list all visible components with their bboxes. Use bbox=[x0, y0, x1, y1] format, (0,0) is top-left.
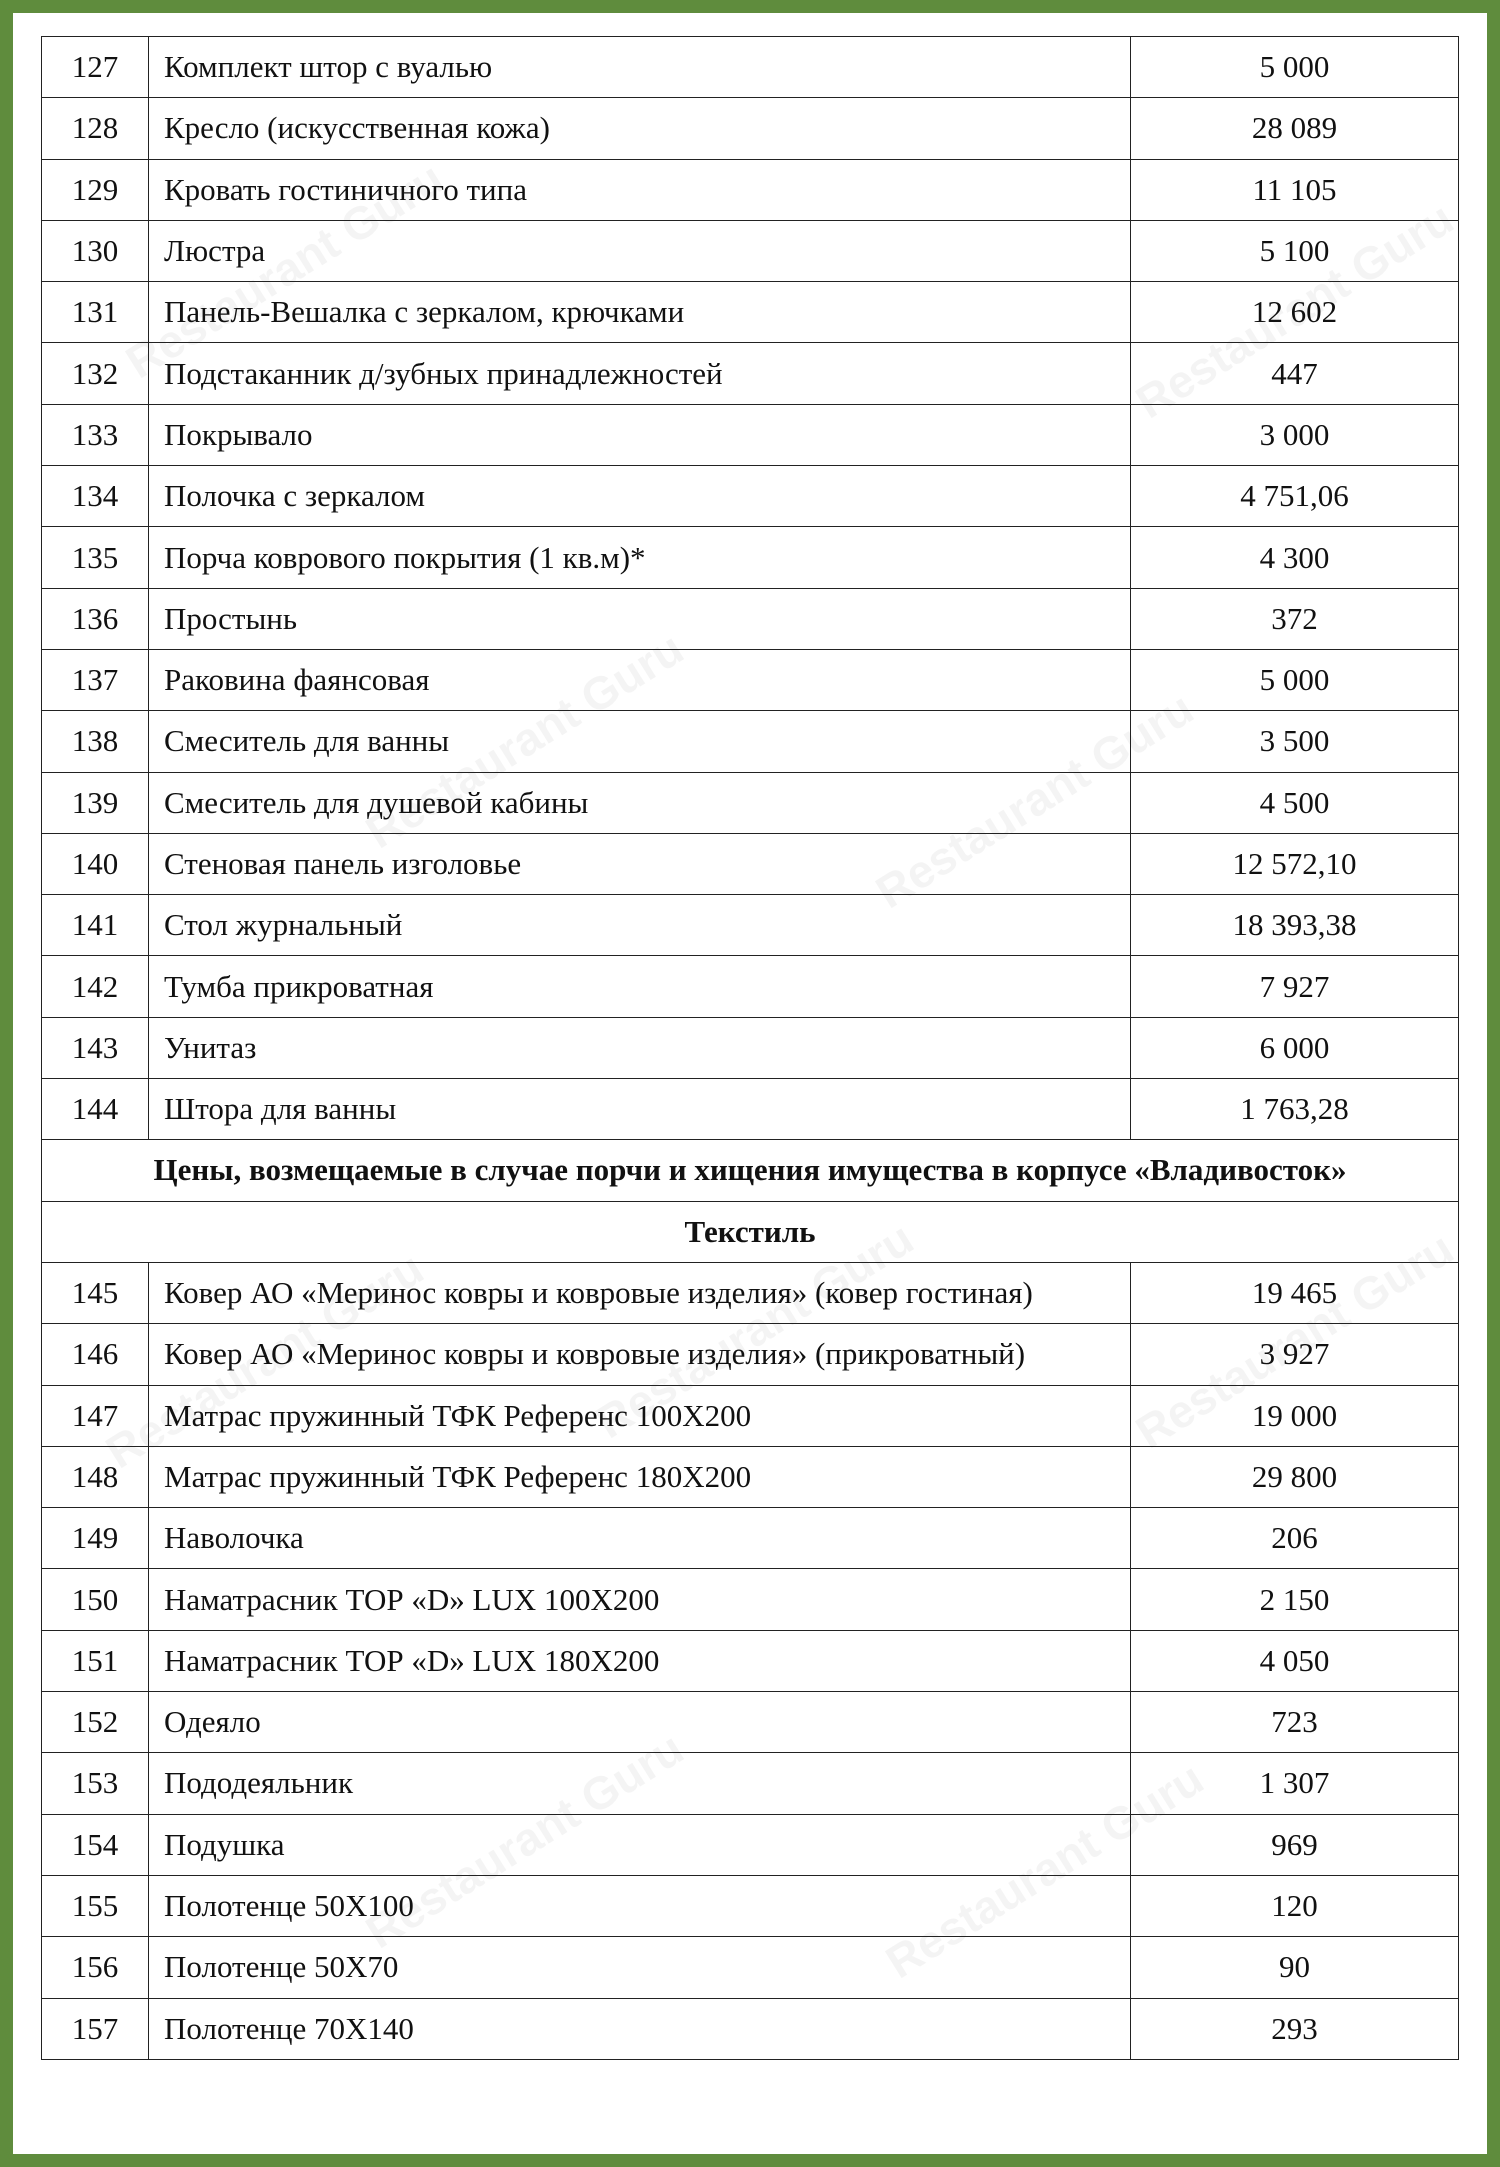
table-row bbox=[42, 1262, 1459, 1323]
item-name: Полотенце 70Х140 bbox=[149, 1998, 1131, 2059]
item-name: Подушка bbox=[149, 1814, 1131, 1875]
item-name: Одеяло bbox=[149, 1692, 1131, 1753]
item-price: 2 150 bbox=[1131, 1569, 1459, 1630]
row-number: 157 bbox=[42, 1998, 149, 2059]
price-table-body-bottom bbox=[42, 1262, 1459, 2059]
section-header: Цены, возмещаемые в случае порчи и хищения имущества в корпусе «Владивосток» bbox=[42, 1140, 1459, 1201]
table-row bbox=[42, 956, 1459, 1017]
item-price: 4 300 bbox=[1131, 527, 1459, 588]
row-number: 153 bbox=[42, 1753, 149, 1814]
row-number: 144 bbox=[42, 1079, 149, 1140]
row-number: 139 bbox=[42, 772, 149, 833]
item-name: Штора для ванны bbox=[149, 1079, 1131, 1140]
row-number: 146 bbox=[42, 1324, 149, 1385]
item-name: Унитаз bbox=[149, 1017, 1131, 1078]
table-row bbox=[42, 1324, 1459, 1385]
item-name: Матрас пружинный ТФК Референс 100Х200 bbox=[149, 1385, 1131, 1446]
item-price: 1 307 bbox=[1131, 1753, 1459, 1814]
row-number: 148 bbox=[42, 1446, 149, 1507]
row-number: 150 bbox=[42, 1569, 149, 1630]
item-price: 12 572,10 bbox=[1131, 833, 1459, 894]
item-name: Люстра bbox=[149, 220, 1131, 281]
item-price: 969 bbox=[1131, 1814, 1459, 1875]
table-row bbox=[42, 588, 1459, 649]
item-name: Наволочка bbox=[149, 1508, 1131, 1569]
item-price: 372 bbox=[1131, 588, 1459, 649]
item-name: Ковер АО «Меринос ковры и ковровые изделия» (прикроватный) bbox=[149, 1324, 1131, 1385]
section-header-group bbox=[42, 1140, 1459, 1263]
item-price: 90 bbox=[1131, 1937, 1459, 1998]
item-name: Полотенце 50Х100 bbox=[149, 1875, 1131, 1936]
table-row bbox=[42, 1017, 1459, 1078]
item-price: 120 bbox=[1131, 1875, 1459, 1936]
table-row bbox=[42, 343, 1459, 404]
row-number: 142 bbox=[42, 956, 149, 1017]
subsection-header-row bbox=[42, 1201, 1459, 1262]
item-price: 3 000 bbox=[1131, 404, 1459, 465]
item-name: Простынь bbox=[149, 588, 1131, 649]
table-row bbox=[42, 159, 1459, 220]
item-name: Ковер АО «Меринос ковры и ковровые изделия» (ковер гостиная) bbox=[149, 1262, 1131, 1323]
table-row bbox=[42, 1569, 1459, 1630]
item-name: Стеновая панель изголовье bbox=[149, 833, 1131, 894]
row-number: 131 bbox=[42, 282, 149, 343]
item-price: 723 bbox=[1131, 1692, 1459, 1753]
row-number: 152 bbox=[42, 1692, 149, 1753]
table-row bbox=[42, 833, 1459, 894]
row-number: 151 bbox=[42, 1630, 149, 1691]
document-page bbox=[13, 13, 1487, 2154]
item-name: Пододеяльник bbox=[149, 1753, 1131, 1814]
item-name: Полотенце 50Х70 bbox=[149, 1937, 1131, 1998]
item-price: 19 465 bbox=[1131, 1262, 1459, 1323]
item-price: 6 000 bbox=[1131, 1017, 1459, 1078]
item-name: Кресло (искусственная кожа) bbox=[149, 98, 1131, 159]
price-table bbox=[41, 36, 1459, 2060]
item-price: 4 500 bbox=[1131, 772, 1459, 833]
item-price: 4 751,06 bbox=[1131, 466, 1459, 527]
item-price: 293 bbox=[1131, 1998, 1459, 2059]
table-row bbox=[42, 1446, 1459, 1507]
item-name: Смеситель для ванны bbox=[149, 711, 1131, 772]
table-row bbox=[42, 1508, 1459, 1569]
table-row bbox=[42, 649, 1459, 710]
table-row bbox=[42, 1079, 1459, 1140]
item-name: Порча коврового покрытия (1 кв.м)* bbox=[149, 527, 1131, 588]
row-number: 143 bbox=[42, 1017, 149, 1078]
table-row bbox=[42, 711, 1459, 772]
table-row bbox=[42, 1875, 1459, 1936]
row-number: 128 bbox=[42, 98, 149, 159]
table-row bbox=[42, 1630, 1459, 1691]
table-row bbox=[42, 220, 1459, 281]
table-row bbox=[42, 282, 1459, 343]
item-name: Кровать гостиничного типа bbox=[149, 159, 1131, 220]
item-name: Наматрасник ТОР «D» LUX 180Х200 bbox=[149, 1630, 1131, 1691]
row-number: 149 bbox=[42, 1508, 149, 1569]
item-price: 5 000 bbox=[1131, 37, 1459, 98]
table-row bbox=[42, 1692, 1459, 1753]
item-name: Раковина фаянсовая bbox=[149, 649, 1131, 710]
item-name: Тумба прикроватная bbox=[149, 956, 1131, 1017]
item-name: Смеситель для душевой кабины bbox=[149, 772, 1131, 833]
item-price: 206 bbox=[1131, 1508, 1459, 1569]
row-number: 136 bbox=[42, 588, 149, 649]
table-row bbox=[42, 527, 1459, 588]
row-number: 155 bbox=[42, 1875, 149, 1936]
row-number: 141 bbox=[42, 895, 149, 956]
item-price: 3 927 bbox=[1131, 1324, 1459, 1385]
item-price: 447 bbox=[1131, 343, 1459, 404]
item-name: Панель-Вешалка с зеркалом, крючками bbox=[149, 282, 1131, 343]
row-number: 145 bbox=[42, 1262, 149, 1323]
section-header-row bbox=[42, 1140, 1459, 1201]
table-row bbox=[42, 37, 1459, 98]
item-name: Стол журнальный bbox=[149, 895, 1131, 956]
table-row bbox=[42, 1753, 1459, 1814]
item-name: Комплект штор с вуалью bbox=[149, 37, 1131, 98]
item-price: 18 393,38 bbox=[1131, 895, 1459, 956]
table-row bbox=[42, 466, 1459, 527]
row-number: 137 bbox=[42, 649, 149, 710]
item-price: 19 000 bbox=[1131, 1385, 1459, 1446]
table-row bbox=[42, 1814, 1459, 1875]
item-price: 3 500 bbox=[1131, 711, 1459, 772]
item-name: Покрывало bbox=[149, 404, 1131, 465]
row-number: 129 bbox=[42, 159, 149, 220]
item-price: 11 105 bbox=[1131, 159, 1459, 220]
row-number: 154 bbox=[42, 1814, 149, 1875]
table-row bbox=[42, 1998, 1459, 2059]
table-row bbox=[42, 404, 1459, 465]
row-number: 127 bbox=[42, 37, 149, 98]
item-price: 12 602 bbox=[1131, 282, 1459, 343]
row-number: 133 bbox=[42, 404, 149, 465]
row-number: 138 bbox=[42, 711, 149, 772]
item-name: Полочка с зеркалом bbox=[149, 466, 1131, 527]
item-name: Подстаканник д/зубных принадлежностей bbox=[149, 343, 1131, 404]
row-number: 140 bbox=[42, 833, 149, 894]
row-number: 147 bbox=[42, 1385, 149, 1446]
row-number: 134 bbox=[42, 466, 149, 527]
item-price: 7 927 bbox=[1131, 956, 1459, 1017]
item-price: 5 000 bbox=[1131, 649, 1459, 710]
item-name: Наматрасник ТОР «D» LUX 100Х200 bbox=[149, 1569, 1131, 1630]
table-row bbox=[42, 98, 1459, 159]
table-row bbox=[42, 895, 1459, 956]
item-price: 5 100 bbox=[1131, 220, 1459, 281]
table-row bbox=[42, 1385, 1459, 1446]
row-number: 132 bbox=[42, 343, 149, 404]
table-row bbox=[42, 772, 1459, 833]
item-price: 28 089 bbox=[1131, 98, 1459, 159]
table-row bbox=[42, 1937, 1459, 1998]
item-name: Матрас пружинный ТФК Референс 180Х200 bbox=[149, 1446, 1131, 1507]
row-number: 156 bbox=[42, 1937, 149, 1998]
item-price: 4 050 bbox=[1131, 1630, 1459, 1691]
row-number: 130 bbox=[42, 220, 149, 281]
subsection-header: Текстиль bbox=[42, 1201, 1459, 1262]
item-price: 1 763,28 bbox=[1131, 1079, 1459, 1140]
price-table-body-top bbox=[42, 37, 1459, 1140]
row-number: 135 bbox=[42, 527, 149, 588]
item-price: 29 800 bbox=[1131, 1446, 1459, 1507]
